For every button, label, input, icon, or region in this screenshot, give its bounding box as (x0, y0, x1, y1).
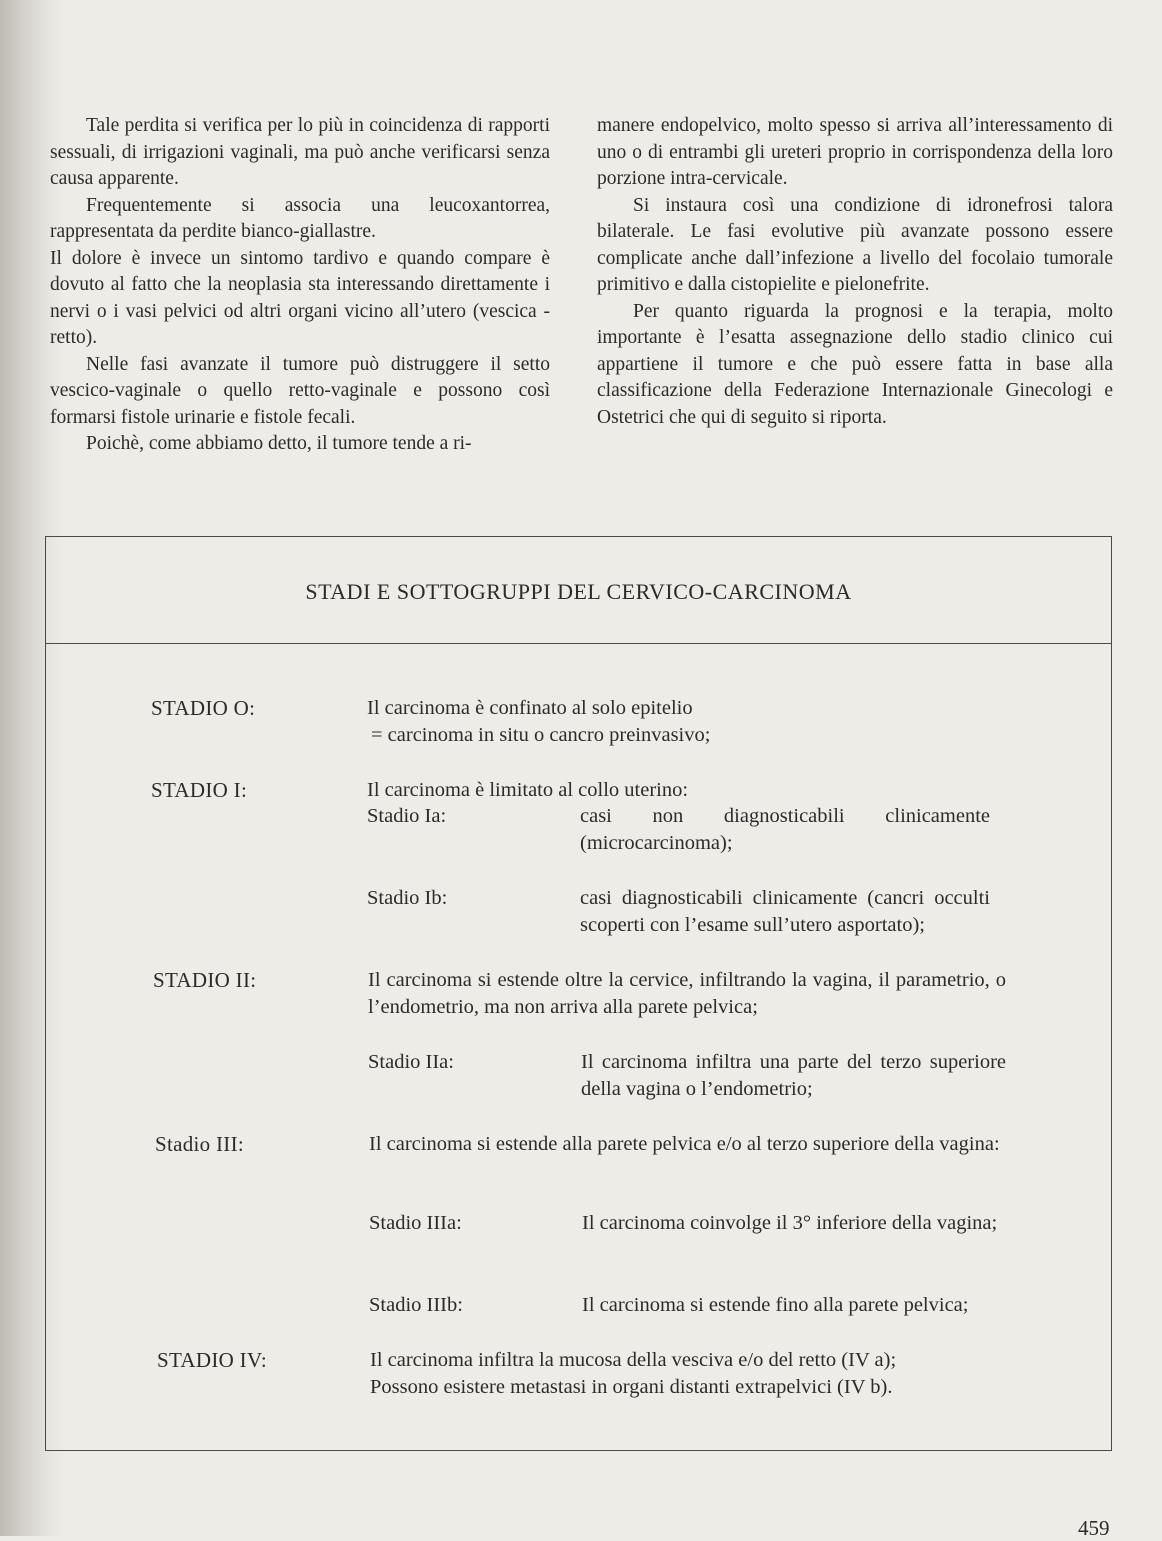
paragraph: Poichè, come abbiamo detto, il tumore tende a ri- (86, 433, 472, 454)
stage-3a-text: Il carcinoma coinvolge il 3° inferiore della vagina; (582, 1212, 998, 1234)
stage-3b-text: Il carcinoma si estende fino alla parete pelvica; (582, 1294, 969, 1316)
stage-2-label: STADIO II: (153, 968, 257, 992)
paragraph: Tale perdita si verifica per lo più in coincidenza di rapporti sessuali, di irrigazioni vaginali, ma può anche verificarsi senza causa apparente. (50, 115, 550, 189)
stage-1a-label: Stadio Ia: (367, 805, 447, 827)
paragraph: Nelle fasi avanzate il tumore può distruggere il setto vescico-vaginale o quello retto-vaginale e possono così formarsi fistole urinarie e fistole fecali. (50, 353, 550, 428)
stage-2a-label: Stadio IIa: (368, 1051, 454, 1073)
stage-0-text: = carcinoma in situ o cancro preinvasivo; (371, 724, 711, 746)
right-text-column (597, 113, 1113, 431)
stage-1b-text: casi diagnosticabili clinicamente (cancri occulti scoperti con l’esame sull’utero asportato); (580, 887, 990, 936)
table-title: STADI E SOTTOGRUPPI DEL CERVICO-CARCINOMA (305, 579, 852, 604)
left-text-column (50, 113, 550, 458)
stage-1b-label: Stadio Ib: (367, 887, 448, 909)
stage-3-text: Il carcinoma si estende alla parete pelvica e/o al terzo superiore della vagina: (369, 1133, 1000, 1155)
paragraph: Si instaura così una condizione di idronefrosi talora bilaterale. Le fasi evolutive più avanzate possono essere complicate anche dall’infezione a livello del focolaio tumorale primitivo e dalla cistopielite e pielonefrite. (597, 194, 1113, 295)
paragraph: Frequentemente si associa una leucoxantorrea, rappresentata da perdite bianco-giallastre. (50, 194, 550, 242)
stage-0-label: STADIO O: (151, 696, 256, 720)
stage-1a-text: casi non diagnosticabili clinicamente (microcarcinoma); (580, 805, 990, 854)
stage-3b-label: Stadio IIIb: (369, 1294, 463, 1316)
stage-4-label: STADIO IV: (157, 1348, 267, 1372)
stage-2a-text: Il carcinoma infiltra una parte del terzo superiore della vagina o l’endometrio; (581, 1051, 1006, 1100)
page-number: 459 (1078, 1516, 1110, 1540)
stage-1-label: STADIO I: (151, 778, 248, 802)
paragraph: Il dolore è invece un sintomo tardivo e quando compare è dovuto al fatto che la neoplasia sta interessando direttamente i nervi o i vasi pelvici od altri organi vicino all’utero (vescica - retto). (50, 247, 550, 348)
stage-3a-label: Stadio IIIa: (369, 1212, 462, 1234)
stage-4-text: Possono esistere metastasi in organi distanti extrapelvici (IV b). (370, 1376, 893, 1398)
stage-4-text: Il carcinoma infiltra la mucosa della vesciva e/o del retto (IV a); (370, 1349, 897, 1371)
stage-1-text: Il carcinoma è limitato al collo uterino: (367, 779, 689, 801)
stage-0-text: Il carcinoma è confinato al solo epitelio (367, 697, 693, 719)
table-divider (46, 643, 1111, 644)
staging-table (45, 536, 1112, 1451)
paragraph: Per quanto riguarda la prognosi e la terapia, molto importante è l’esatta assegnazione dello stadio clinico cui appartiene il tumore e che può essere fatta in base alla classificazione della Federazione Internazionale Ginecologi e Ostetrici che qui di seguito si riporta. (597, 300, 1113, 428)
stage-3-label: Stadio III: (155, 1132, 245, 1156)
stage-2-text: Il carcinoma si estende oltre la cervice, infiltrando la vagina, il parametrio, o l’endometrio, ma non arriva alla parete pelvica; (368, 969, 1006, 1018)
paragraph: manere endopelvico, molto spesso si arriva all’interessamento di uno o di entrambi gli ureteri proprio in corrispondenza della loro porzione intra-cervicale. (597, 115, 1113, 189)
